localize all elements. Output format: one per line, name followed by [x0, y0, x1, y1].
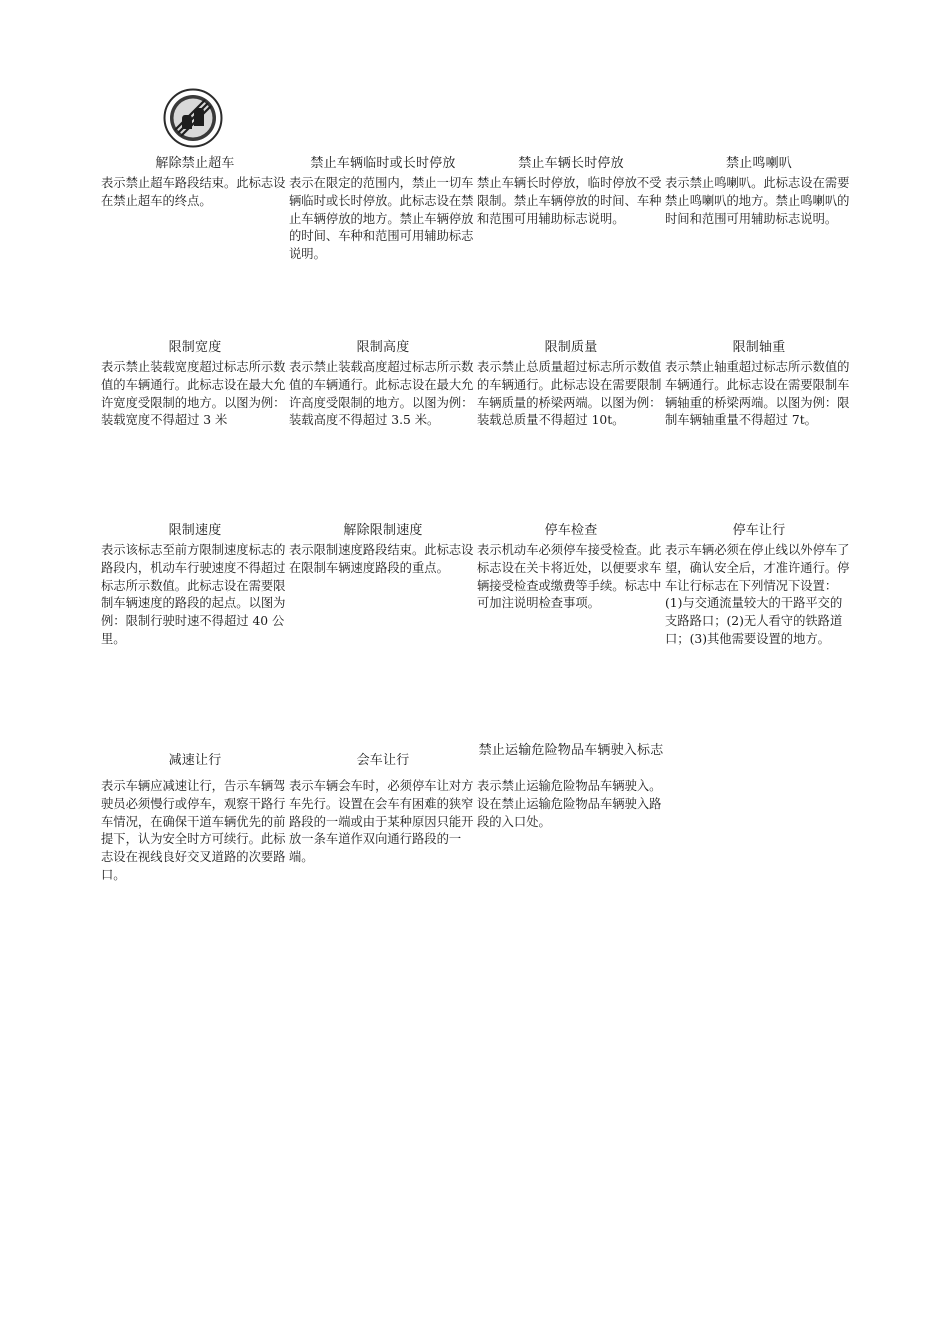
- sign-title: 限制速度: [168, 523, 222, 538]
- sign-description: 表示禁止装载宽度超过标志所示数值的车辆通行。此标志设在最大允许宽度受限制的地方。以图为例：装载宽度不得超过 3 米: [101, 360, 286, 428]
- sign-title: 禁止车辆长时停放: [518, 156, 624, 171]
- sign-entry-empty: [665, 742, 853, 885]
- sign-title: 减速让行: [168, 752, 222, 768]
- sign-title: 限制质量: [544, 340, 598, 355]
- sign-description: 表示禁止超车路段结束。此标志设在禁止超车的终点。: [101, 176, 286, 208]
- sign-title: 解除限制速度: [343, 523, 423, 538]
- sign-description: 表示禁止轴重超过标志所示数值的车辆通行。此标志设在需要限制车辆轴重的桥梁两端。以图为例：限制车辆轴重量不得超过 7t。: [665, 360, 850, 428]
- sign-title: 解除禁止超车: [155, 156, 235, 171]
- sign-description: 表示车辆会车时，必须停车让对方车先行。设置在会车有困难的狭窄路段的一端或由于某种原因只能开放一条车道作双向通行路段的一端。: [289, 779, 474, 865]
- sign-description: 表示车辆应减速让行，告示车辆驾驶员必须慢行或停车，观察干路行车情况，在确保干道车辆优先的前提下，认为安全时方可续行。此标志设在视线良好交叉道路的次要路口。: [101, 779, 286, 882]
- sign-description: 表示禁止鸣喇叭。此标志设在需要禁止鸣喇叭的地方。禁止鸣喇叭的时间和范围可用辅助标志说明。: [665, 176, 850, 226]
- sign-entry: [477, 339, 665, 430]
- sign-entry: [101, 339, 289, 430]
- sign-title: 禁止车辆临时或长时停放: [310, 156, 456, 171]
- sign-title: 停车检查: [544, 523, 598, 538]
- sign-description: 表示该标志至前方限制速度标志的路段内，机动车行驶速度不得超过标志所示数值。此标志设在需要限制车辆速度的路段的起点。以图为例：限制行驶时速不得超过 40 公里。: [101, 543, 286, 646]
- sign-description: 表示在限定的范围内，禁止一切车辆临时或长时停放。此标志设在禁止车辆停放的地方。禁止车辆停放的时间、车种和范围可用辅助标志说明。: [289, 176, 474, 262]
- sign-entry: [289, 742, 477, 885]
- sign-row-4: [101, 742, 853, 885]
- sign-entry: [289, 339, 477, 430]
- sign-entry: [289, 522, 477, 649]
- sign-description: 表示禁止装载高度超过标志所示数值的车辆通行。此标志设在最大允许高度受限制的地方。以图为例：装载高度不得超过 3.5 米。: [289, 360, 474, 428]
- sign-description: 表示限制速度路段结束。此标志设在限制车辆速度路段的重点。: [289, 543, 474, 575]
- sign-description: 表示车辆必须在停止线以外停车了望，确认安全后，才准许通行。停车让行标志在下列情况下设置：(1)与交通流量较大的干路平交的支路路口；(2)无人看守的铁路道口；(3)其他需要设置的地方。: [665, 543, 850, 646]
- sign-title: 停车让行: [732, 523, 786, 538]
- sign-entry: [477, 155, 665, 264]
- sign-description: 表示禁止运输危险物品车辆驶入。设在禁止运输危险物品车辆驶入路段的入口处。: [477, 779, 662, 829]
- end-no-overtaking-sign-icon: [163, 88, 223, 148]
- sign-description: 表示禁止总质量超过标志所示数值的车辆通行。此标志设在需要限制车辆质量的桥梁两端。以图为例：装载总质量不得超过 10t。: [477, 360, 662, 428]
- sign-title: 限制轴重: [732, 340, 786, 355]
- sign-entry: [101, 742, 289, 885]
- sign-row-1: [101, 155, 853, 264]
- sign-description: 禁止车辆长时停放，临时停放不受限制。禁止车辆停放的时间、车种和范围可用辅助标志说明。: [477, 176, 662, 226]
- sign-entry: [289, 155, 477, 264]
- sign-entry: [477, 522, 665, 649]
- sign-title: 限制宽度: [168, 340, 222, 355]
- sign-entry: [101, 155, 289, 264]
- sign-entry: [665, 155, 853, 264]
- sign-entry: [665, 522, 853, 649]
- sign-row-3: [101, 522, 853, 649]
- sign-row-2: [101, 339, 853, 430]
- sign-entry: [101, 522, 289, 649]
- sign-description: 表示机动车必须停车接受检查。此标志设在关卡将近处，以便要求车辆接受检查或缴费等手续。标志中可加注说明检查事项。: [477, 543, 662, 611]
- sign-title: 会车让行: [356, 752, 410, 768]
- sign-entry: [477, 742, 665, 885]
- sign-title: 禁止鸣喇叭: [725, 156, 792, 171]
- sign-title: 限制高度: [356, 340, 410, 355]
- sign-title: 禁止运输危险物品车辆驶入标志: [478, 743, 664, 758]
- sign-entry: [665, 339, 853, 430]
